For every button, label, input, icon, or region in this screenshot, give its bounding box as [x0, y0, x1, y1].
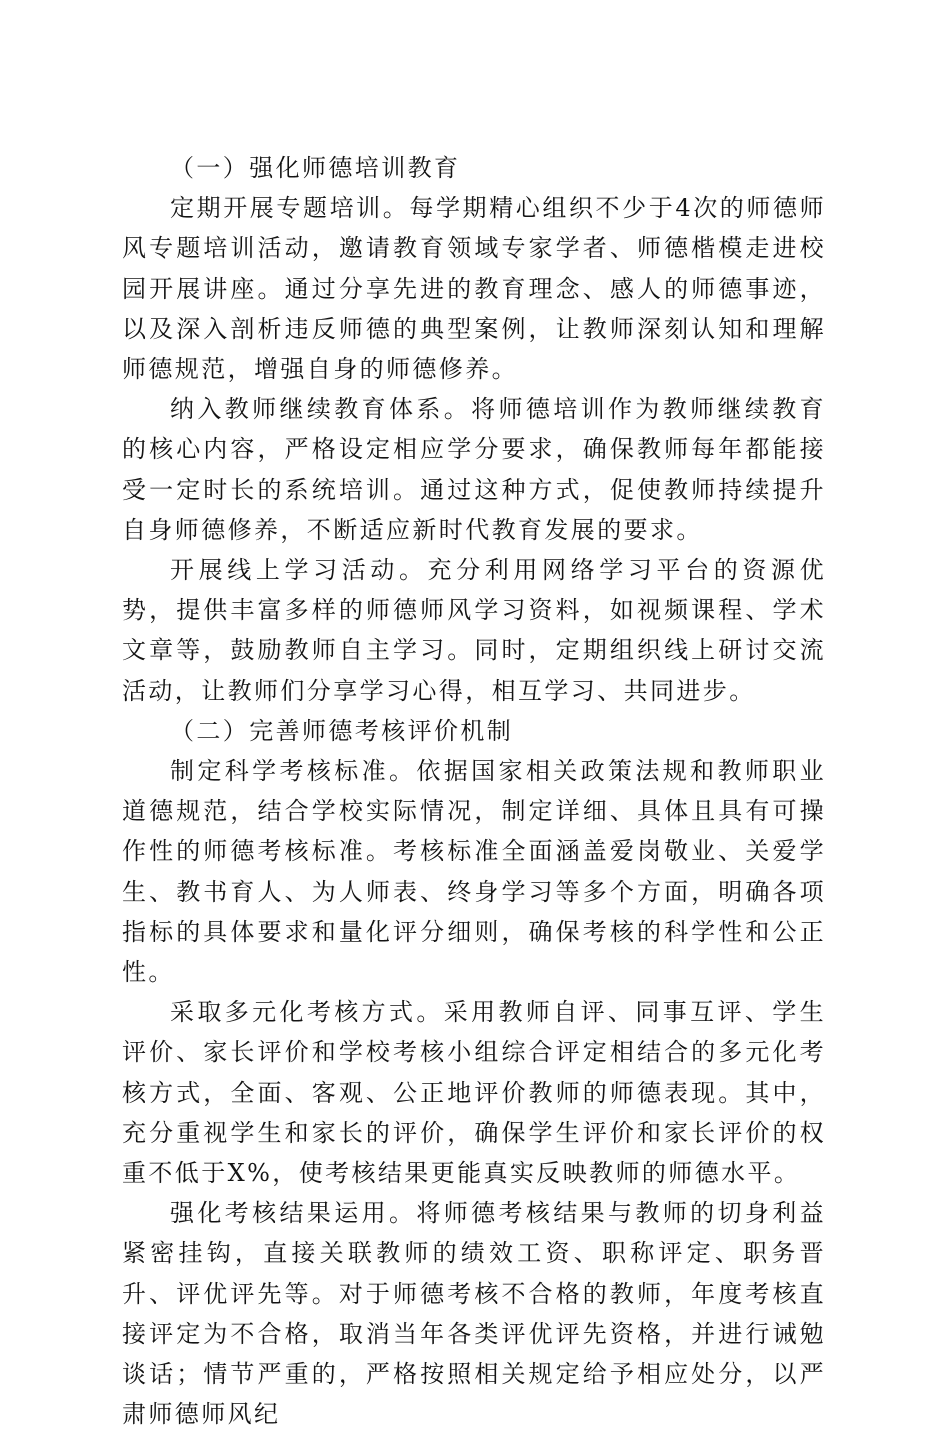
section-heading-1: （一）强化师德培训教育 — [170, 154, 461, 182]
section-heading-2: （二）完善师德考核评价机制 — [170, 716, 514, 745]
paragraph: 开展线上学习活动。充分利用网络学习平台的资源优势，提供丰富多样的师德师风学习资料，如视频课程、学术文章等，鼓励教师自主学习。同时，定期组织线上研讨交流活动，让教师们分享学习心得，相互学习、共同进步。 — [122, 556, 826, 705]
paragraph: 制定科学考核标准。依据国家相关政策法规和教师职业道德规范，结合学校实际情况，制定详细、具体且具有可操作性的师德考核标准。考核标准全面涵盖爱岗敬业、关爱学生、教书育人、为人师表、终身学习等多个方面，明确各项指标的具体要求和量化评分细则，确保考核的科学性和公正性。 — [122, 757, 826, 987]
paragraph: 采取多元化考核方式。采用教师自评、同事互评、学生评价、家长评价和学校考核小组综合评定相结合的多元化考核方式，全面、客观、公正地评价教师的师德表现。其中，充分重视学生和家长的评价，确保学生评价和家长评价的权重不低于X%，使考核结果更能真实反映教师的师德水平。 — [122, 998, 826, 1188]
paragraph: 定期开展专题培训。每学期精心组织不少于4次的师德师风专题培训活动，邀请教育领域专家学者、师德楷模走进校园开展讲座。通过分享先进的教育理念、感人的师德事迹，以及深入剖析违反师德的典型案例，让教师深刻认知和理解师德规范，增强自身的师德修养。 — [122, 194, 826, 384]
paragraph: 纳入教师继续教育体系。将师德培训作为教师继续教育的核心内容，严格设定相应学分要求，确保教师每年都能接受一定时长的系统培训。通过这种方式，促使教师持续提升自身师德修养，不断适应新时代教育发展的要求。 — [122, 395, 826, 544]
document-body — [122, 148, 826, 1435]
paragraph: 强化考核结果运用。将师德考核结果与教师的切身利益紧密挂钩，直接关联教师的绩效工资、职称评定、职务晋升、评优评先等。对于师德考核不合格的教师，年度考核直接评定为不合格，取消当年各类评优评先资格，并进行诫勉谈话；情节严重的，严格按照相关规定给予相应处分，以严肃师德师风纪 — [122, 1199, 826, 1429]
